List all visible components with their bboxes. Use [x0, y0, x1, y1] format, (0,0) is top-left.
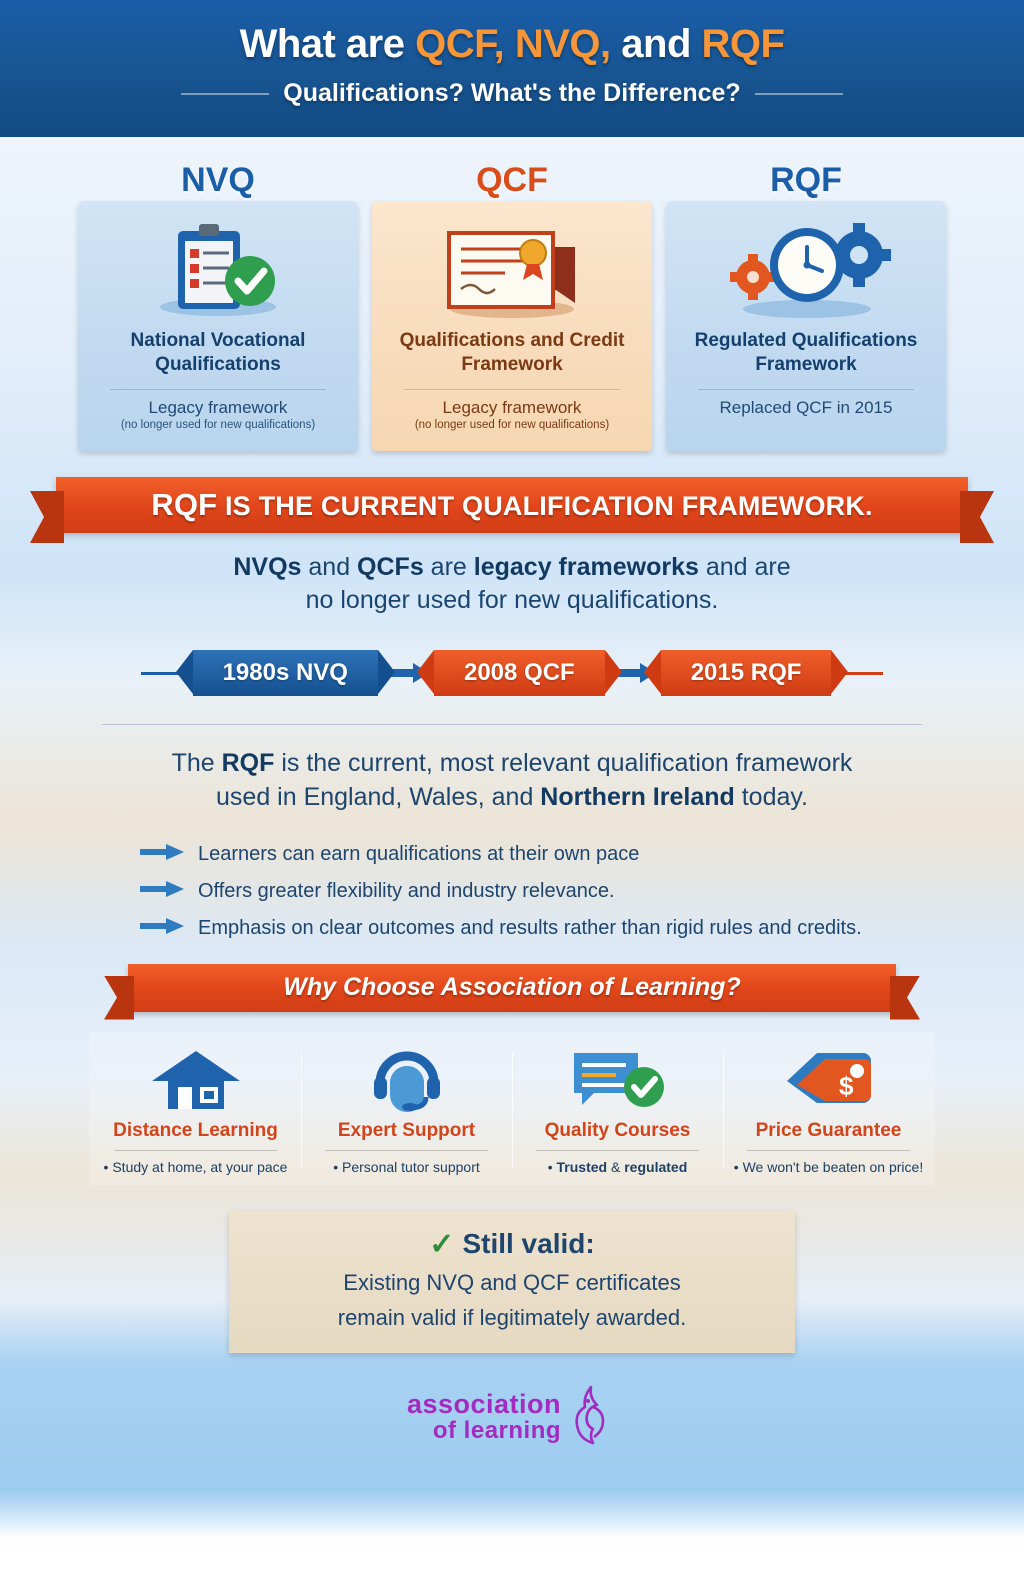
list-item — [140, 843, 1024, 866]
clipboard-checklist-icon — [143, 215, 293, 323]
rqf-para-p2: is the current, most relevant qualification framework — [274, 749, 853, 777]
main-ribbon — [0, 473, 1024, 541]
feature-desc — [522, 1159, 713, 1175]
card-qcf — [372, 161, 652, 451]
logo-line-1: association — [406, 1388, 562, 1419]
rqf-para-p1: The — [171, 749, 222, 777]
card-rqf-code: RQF — [770, 161, 842, 199]
arrow-right-icon — [140, 844, 184, 865]
rqf-para-b2: Northern Ireland — [540, 782, 735, 811]
feature-quality-courses — [512, 1044, 723, 1175]
feature-distance-learning — [90, 1044, 301, 1175]
check-icon: ✓ — [429, 1227, 455, 1261]
banner-sub-qcfs: QCFs — [357, 553, 424, 581]
title-and: and — [610, 22, 702, 66]
banner-sub-tail: and are — [698, 553, 791, 581]
card-rqf-note: Replaced QCF in 2015 — [719, 397, 893, 417]
feature-rule — [114, 1150, 277, 1151]
card-rqf-name: Regulated Qualifications Framework — [694, 330, 918, 375]
feature-expert-support — [301, 1044, 512, 1175]
banner-sub-and: and — [301, 553, 358, 581]
banner-sub-line2: no longer used for new qualifications. — [305, 585, 719, 614]
benefit-text: Emphasis on clear outcomes and results rather than rigid rules and credits. — [198, 916, 862, 939]
card-nvq-note: Legacy framework — [148, 397, 288, 417]
framework-cards — [0, 137, 1024, 451]
rqf-para-b1: RQF — [221, 749, 275, 777]
card-qcf-subnote: (no longer used for new qualifications) — [414, 418, 610, 431]
feature-rule — [536, 1150, 699, 1151]
card-nvq-code: NVQ — [181, 161, 255, 199]
page-subtitle: Qualifications? What's the Difference? — [283, 79, 741, 107]
certificate-award-icon — [427, 215, 597, 323]
card-nvq — [78, 161, 358, 451]
title-qcf: QCF, — [415, 22, 505, 66]
list-item — [140, 917, 1024, 940]
timeline-item-2: 2008 QCF — [434, 650, 605, 696]
ribbon-strong: RQF — [151, 487, 218, 522]
house-icon — [100, 1044, 291, 1116]
ribbon-rest: IS THE CURRENT QUALIFICATION FRAMEWORK. — [217, 491, 873, 521]
header-rule-right — [755, 93, 843, 95]
arrow-right-icon — [140, 881, 184, 902]
benefit-text: Learners can earn qualifications at their own pace — [198, 842, 640, 865]
feature-desc: • Study at home, at your pace — [103, 1158, 288, 1175]
arrow-right-icon — [140, 918, 184, 939]
headset-support-icon — [311, 1044, 502, 1116]
card-rqf-divider — [698, 389, 915, 390]
page-title — [0, 22, 1024, 67]
benefit-list — [140, 843, 1024, 940]
logo-line-2: of learning — [432, 1416, 562, 1444]
feature-desc: • We won't be beaten on price! — [733, 1158, 924, 1175]
card-nvq-subnote: (no longer used for new qualifications) — [120, 418, 316, 431]
benefit-text: Offers greater flexibility and industry relevance. — [198, 879, 615, 902]
feature-price-guarantee — [723, 1044, 934, 1175]
banner-sub-legacy: legacy frameworks — [473, 553, 699, 581]
why-ribbon — [0, 964, 1024, 1026]
still-valid-line2: remain valid if legitimately awarded. — [337, 1305, 687, 1331]
banner-subtext — [0, 551, 1024, 616]
banner-sub-are: are — [423, 553, 474, 581]
feature-title: Expert Support — [337, 1119, 476, 1141]
still-valid-title: Still valid: — [462, 1228, 595, 1259]
clock-gears-icon — [719, 215, 894, 323]
feature-desc: • Personal tutor support — [333, 1158, 480, 1175]
feature-title: Quality Courses — [544, 1119, 691, 1141]
feature-rule — [747, 1150, 910, 1151]
feature-desc-mid: & — [607, 1158, 625, 1175]
owl-icon — [571, 1383, 617, 1450]
rqf-paragraph — [0, 747, 1024, 815]
rqf-para-p3: used in England, Wales, and — [216, 782, 541, 811]
svg-text:$: $ — [838, 1070, 853, 1101]
still-valid-line1: Existing NVQ and QCF certificates — [343, 1269, 681, 1295]
still-valid-box — [229, 1211, 795, 1353]
title-part-1: What are — [239, 22, 416, 66]
price-tag-icon — [733, 1044, 924, 1116]
feature-desc-regulated: regulated — [624, 1158, 688, 1175]
feature-list — [89, 1032, 935, 1185]
header-rule-left — [181, 93, 269, 95]
card-rqf — [666, 161, 946, 451]
timeline-item-1: 1980s NVQ — [193, 650, 378, 696]
card-qcf-divider — [404, 389, 621, 390]
list-item — [140, 880, 1024, 903]
feature-desc-trusted: Trusted — [556, 1158, 608, 1175]
card-qcf-code: QCF — [476, 161, 548, 199]
rqf-para-p4: today. — [734, 782, 808, 811]
card-qcf-name: Qualifications and Credit Framework — [399, 330, 625, 375]
feature-rule — [325, 1150, 488, 1151]
card-qcf-note: Legacy framework — [442, 397, 582, 417]
footer-logo — [0, 1383, 1024, 1450]
banner-sub-nvqs: NVQs — [233, 553, 302, 581]
feature-desc-pre: • — [547, 1158, 557, 1175]
why-heading: Why Choose Association of Learning? — [283, 973, 741, 1001]
timeline — [0, 650, 1024, 696]
section-divider — [102, 724, 922, 725]
timeline-item-3: 2015 RQF — [661, 650, 832, 696]
feature-title: Distance Learning — [113, 1119, 278, 1141]
header — [0, 0, 1024, 137]
document-check-icon — [522, 1044, 713, 1116]
feature-title: Price Guarantee — [755, 1119, 902, 1141]
title-rqf: RQF — [701, 22, 785, 66]
card-nvq-name: National Vocational Qualifications — [130, 330, 306, 375]
title-space — [504, 22, 515, 66]
title-nvq: NVQ, — [514, 22, 611, 66]
card-nvq-divider — [110, 389, 327, 390]
